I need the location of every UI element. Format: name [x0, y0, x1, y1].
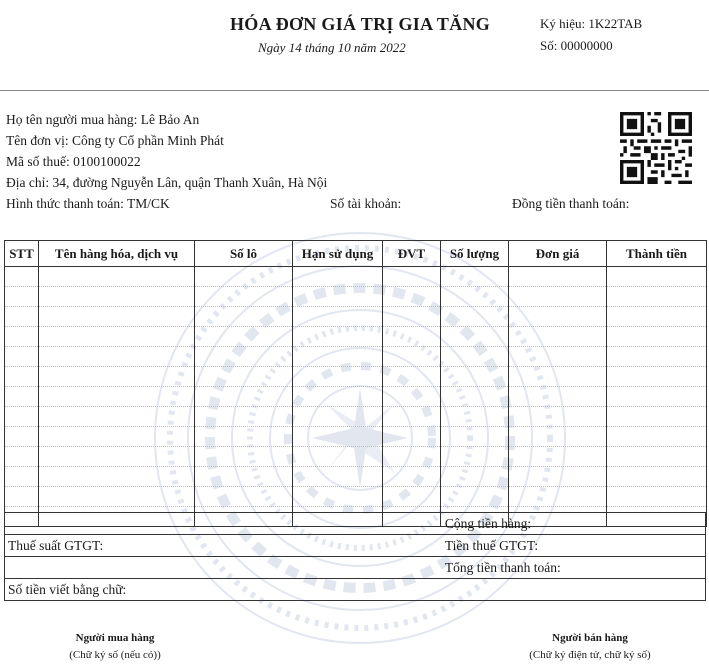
amount-in-words-label: Số tiền viết bằng chữ:	[5, 579, 706, 601]
account-number: Số tài khoản:	[330, 196, 402, 211]
invoice-title: HÓA ĐƠN GIÁ TRỊ GIA TĂNG	[230, 14, 491, 34]
subtotal-row	[5, 513, 706, 535]
buyer-signature-note: (Chữ ký số (nếu có))	[69, 649, 161, 661]
grand-total-row	[5, 557, 706, 579]
amount-in-words-row	[5, 579, 706, 601]
grand-total-label: Tổng tiền thanh toán:	[442, 557, 706, 579]
table-row	[5, 487, 707, 507]
qr-code-icon	[620, 112, 692, 184]
buyer-company: Tên đơn vị: Công ty Cổ phần Minh Phát	[6, 133, 224, 148]
table-row	[5, 407, 707, 427]
invoice-date: Ngày 14 tháng 10 năm 2022	[258, 40, 406, 55]
table-row	[5, 327, 707, 347]
header-expiry: Hạn sử dụng	[293, 241, 383, 267]
header-unit: ĐVT	[383, 241, 441, 267]
buyer-tax-code: Mã số thuế: 0100100022	[6, 154, 141, 169]
header-product-name: Tên hàng hóa, dịch vụ	[39, 241, 195, 267]
invoice-number: Số: 00000000	[540, 38, 613, 53]
header-unit-price: Đơn giá	[509, 241, 607, 267]
table-row	[5, 267, 707, 287]
header-divider	[0, 90, 709, 91]
buyer-signature	[40, 632, 190, 661]
table-row	[5, 387, 707, 407]
header-amount: Thành tiền	[607, 241, 707, 267]
payment-method: Hình thức thanh toán: TM/CK	[6, 196, 170, 211]
table-row	[5, 467, 707, 487]
items-table	[4, 240, 707, 527]
seller-signature	[500, 632, 680, 661]
vat-row	[5, 535, 706, 557]
header-stt: STT	[5, 241, 39, 267]
header-lot: Số lô	[195, 241, 293, 267]
table-row	[5, 347, 707, 367]
table-row	[5, 447, 707, 467]
buyer-address: Địa chỉ: 34, đường Nguyễn Lân, quận Thanh Xuân, Hà Nội	[6, 175, 328, 190]
seller-signature-note: (Chữ ký điện tử, chữ ký số)	[529, 649, 651, 661]
table-row	[5, 367, 707, 387]
table-header-row	[5, 241, 707, 267]
payment-currency: Đồng tiền thanh toán:	[512, 196, 630, 211]
totals-table	[4, 512, 706, 601]
buyer-name: Họ tên người mua hàng: Lê Bảo An	[6, 112, 200, 127]
table-row	[5, 287, 707, 307]
header-quantity: Số lượng	[441, 241, 509, 267]
table-row	[5, 307, 707, 327]
vat-rate-label: Thuế suất GTGT:	[5, 535, 442, 557]
subtotal-label: Cộng tiền hàng:	[442, 513, 706, 535]
vat-amount-label: Tiền thuế GTGT:	[442, 535, 706, 557]
buyer-signature-title: Người mua hàng	[75, 632, 155, 644]
table-row	[5, 427, 707, 447]
invoice-symbol: Ký hiệu: 1K22TAB	[540, 16, 643, 31]
seller-signature-title: Người bán hàng	[552, 632, 628, 644]
